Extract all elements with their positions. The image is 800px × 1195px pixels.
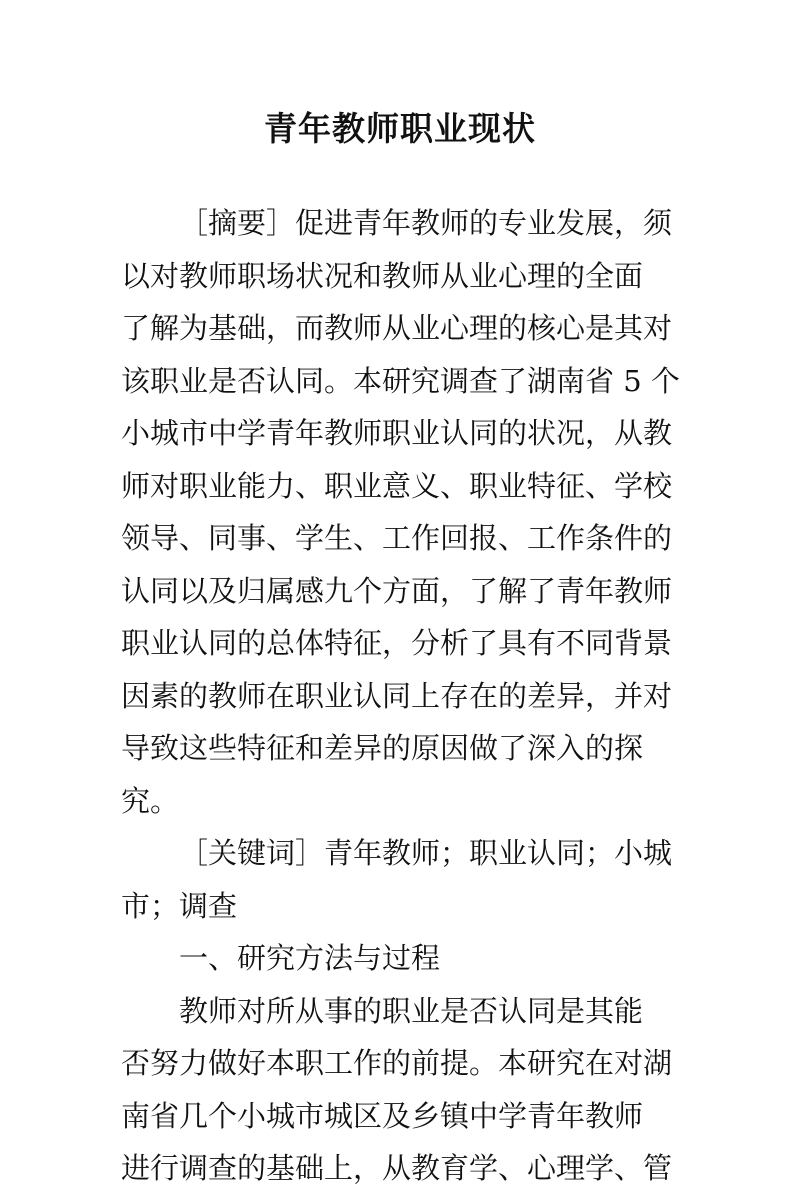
- document-title: 青年教师职业现状: [264, 109, 536, 148]
- keywords-line: ［关键词］青年教师；职业认同；小城: [179, 836, 673, 870]
- abstract-line: 导致这些特征和差异的原因做了深入的探: [121, 731, 644, 765]
- abstract-line: 因素的教师在职业认同上存在的差异，并对: [121, 678, 673, 713]
- abstract-line: 究。: [121, 783, 180, 818]
- abstract-line: 领导、同事、学生、工作回报、工作条件的: [121, 521, 673, 555]
- paragraph-line: 否努力做好本职工作的前提。本研究在对湖: [121, 1046, 673, 1080]
- abstract-line: 小城市中学青年教师职业认同的状况，从教: [121, 416, 673, 450]
- abstract-line: 了解为基础，而教师从业心理的核心是其对: [121, 311, 673, 345]
- abstract-line: 认同以及归属感九个方面，了解了青年教师: [121, 573, 673, 608]
- paragraph-line: 南省几个小城市城区及乡镇中学青年教师: [121, 1098, 644, 1133]
- abstract-line: 该职业是否认同。本研究调查了湖南省 5 个: [121, 363, 680, 398]
- abstract-line: 以对教师职场状况和教师从业心理的全面: [121, 258, 644, 293]
- abstract-line: 职业认同的总体特征，分析了具有不同背景: [121, 626, 673, 660]
- paragraph-line: 进行调查的基础上，从教育学、心理学、管: [121, 1151, 673, 1185]
- abstract-line: 师对职业能力、职业意义、职业特征、学校: [121, 468, 673, 503]
- paragraph-line: 教师对所从事的职业是否认同是其能: [179, 993, 644, 1028]
- section-heading: 一、研究方法与过程: [179, 941, 441, 975]
- keywords-line: 市；调查: [121, 888, 238, 923]
- abstract-line: ［摘要］促进青年教师的专业发展，须: [179, 206, 673, 240]
- document-body: [121, 197, 687, 1195]
